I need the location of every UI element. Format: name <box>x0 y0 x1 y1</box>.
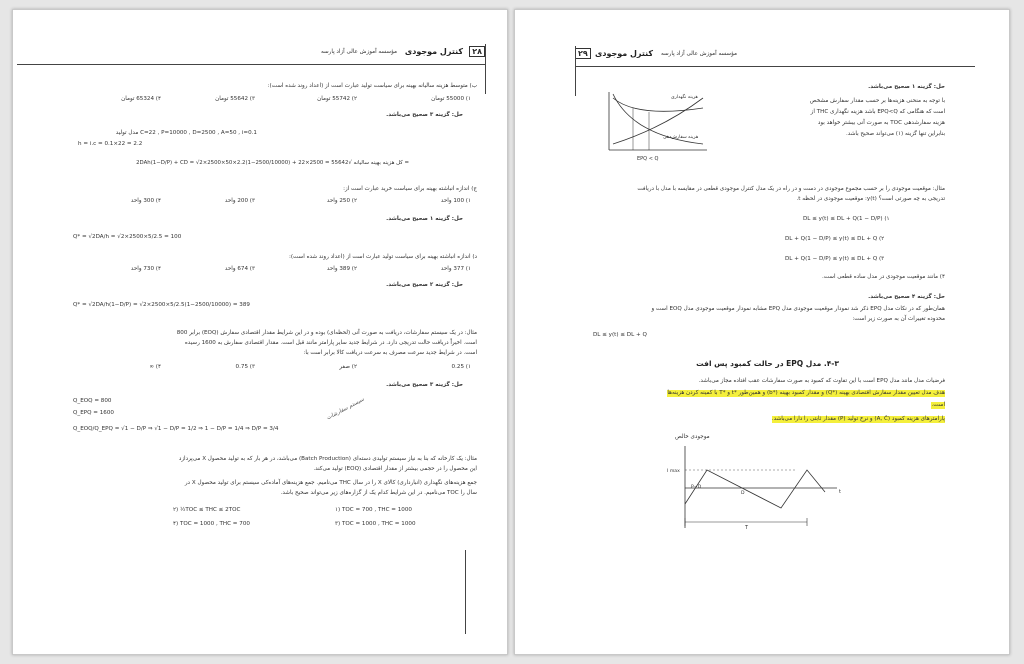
q3-text: د) اندازه انباشته بهینه برای سیاست تولید عبارت است از (اعداد روند شده است): <box>288 254 477 260</box>
section-intro: فرضیات مدل مانند مدل EPQ است با این تفاوت که کمبود به صورت سفارشات عقب افتاده مجاز می‌باشد. <box>698 378 945 384</box>
fig-axis-label: EPQ < Q <box>637 156 659 162</box>
q4-option-3: ۳) 0.75 <box>235 364 255 370</box>
bottom-margin-rule <box>465 550 466 634</box>
q5-option-3: ۳) TOC = 1000 , THC = 1000 <box>335 521 416 527</box>
q6-text-2: تدریجی به چه صورتی است؟ (t)y: موقعیت موجودی در لحظه t. <box>796 196 945 202</box>
header-rule <box>575 66 975 67</box>
section-goal-2: است. <box>931 402 945 408</box>
q4-option-4: ۴) ∞ <box>149 364 161 370</box>
q5-option-1: ۱) TOC = 700 , THC = 1000 <box>335 507 412 513</box>
q5-text-1: مثال: یک کارخانه که بنا به نیاز سیستم تولیدی دسته‌ای (Batch Production) می‌باشد، در هر بار که به تولید محصول X می‌پردازد <box>178 456 477 462</box>
q5-text-3: جمع هزینه‌های نگهداری (انبارداری) کالای X را در سال THC می‌نامیم. جمع هزینه‌های آماده‌کی سیستم برای تولید محصول X در <box>184 480 477 486</box>
sol1-answer: حل: گزینه ۱ صحیح می‌باشد. <box>868 84 945 90</box>
q6-answer: حل: گزینه ۴ صحیح می‌باشد. <box>868 294 945 300</box>
graph-imax: I max <box>667 469 680 474</box>
q3-formula: Q* = √2DA/h(1−D/P) = √2×2500×5/2.5(1−2500/10000) = 389 <box>73 302 250 308</box>
fig-label-order: هزینه سفارش‌دهی <box>663 135 699 140</box>
q3-option-4: ۴) 730 واحد <box>130 266 161 272</box>
q4-answer: حل: گزینه ۳ صحیح می‌باشد. <box>386 382 463 388</box>
right-page <box>514 9 1010 655</box>
q5-text-2: این محصول را در حجمی بیشتر از مقدار اقتصادی (EOQ) تولید می‌کند. <box>313 466 477 472</box>
graph-ylabel: موجودی خالص <box>675 434 710 440</box>
page-number: ۲۹ <box>575 48 591 59</box>
q4-text-2: است. اخیراً دریافت حالت تدریجی دارد. در شرایط جدید سایر پارامتر مانند قبل است. مقدار اقتصادی سفارش به 1600 رسیده <box>184 340 477 346</box>
q1-h: h = i.c = 0.1×22 = 2.2 <box>78 141 143 147</box>
q5-option-2: ۲) ½TOC ≤ THC ≤ 2TOC <box>173 507 241 513</box>
graph-T-label: T <box>745 525 749 531</box>
q6-option-4: ۴) مانند موقعیت موجودی در مدل ساده قطعی است. <box>822 274 945 280</box>
q1-formula: = کل هزینه بهینه سالیانه √2DAh(1−D/P) + CD = √2×2500×50×2.2(1−2500/10000) + 22×2500 = 55642 <box>136 160 409 166</box>
q1-given: C=22 , P=10000 , D=2500 , A=50 , i=0.1 مدل تولید <box>115 130 257 136</box>
q1-option-1: ۱) 55000 تومان <box>431 96 471 102</box>
q4-text-1: مثال: در یک سیستم سفارشات، دریافت به صورت آنی (لحظه‌ای) بوده و در این شرایط مقدار اقتصادی سفارش (EOQ) برابر 800 <box>176 330 477 336</box>
graph-p-minus-d: P−D <box>691 485 702 490</box>
handwritten-note: سیستم سفارشات <box>325 396 366 422</box>
left-page <box>12 9 508 655</box>
q6-range: DL ≤ y(t) ≤ DL + Q <box>593 332 647 338</box>
page-title: کنترل موجودی <box>404 47 463 56</box>
q6-option-2: DL + Q(1 − D/P) ≤ y(t) ≤ DL + Q (۲ <box>785 236 885 242</box>
q4-option-2: ۲) صفر <box>339 364 357 370</box>
section-goal-1: هدف مدل تعیین مقدار سفارش اقتصادی بهینه (*Q) و مقدار کمبود بهینه (*b) و همین‌طور *t و *T با کمینه کردن هزینه‌ها <box>667 390 945 396</box>
sol1-line-3: هزینه سفارشدهی TOC به صورت آنی بیشتر خواهد بود <box>817 120 945 126</box>
q4-q-eoq: Q_EOQ = 800 <box>73 398 112 404</box>
q6-option-1: DL ≤ y(t) ≤ DL + Q(1 − D/P) (۱ <box>803 216 890 222</box>
q2-option-2: ۲) 250 واحد <box>326 198 357 204</box>
q1-answer: حل: گزینه ۳ صحیح می‌باشد. <box>386 112 463 118</box>
q2-option-4: ۴) 300 واحد <box>130 198 161 204</box>
q1-text: ب) متوسط هزینه سالیانه بهینه برای سیاست تولید عبارت است از (اعداد روند شده است): <box>267 83 477 89</box>
q3-option-2: ۲) 389 واحد <box>326 266 357 272</box>
q6-explain-2: محدوده تغییرات آن به صورت زیر است: <box>852 316 945 322</box>
page-header <box>575 46 995 62</box>
q5-text-4: سال را TOC می‌نامیم. در این شرایط کدام یک از گزاره‌های زیر می‌تواند صحیح باشد. <box>280 490 477 496</box>
q4-formula: Q_EOQ/Q_EPQ = √1 − D/P ⇒ √1 − D/P = 1/2 ⇒ 1 − D/P = 1/4 ⇒ D/P = 3/4 <box>73 426 279 432</box>
sol1-line-1: با توجه به منحنی هزینه‌ها بر حسب مقدار سفارش مشخص <box>809 98 945 104</box>
section-params: پارامترهای هزینه کمبود (A, Ĉ) و نرخ تولید (P) مقدار ثابتی را دارا می‌باشد. <box>771 416 945 422</box>
q1-option-4: ۴) 65324 تومان <box>121 96 161 102</box>
q4-q-epq: Q_EPQ = 1600 <box>73 410 114 416</box>
q6-explain-1: همان‌طور که در نکات مدل EPQ ذکر شد نمودار موقعیت موجودی مدل EPQ مشابه نمودار موقعیت موجودی مدل EOQ است و <box>651 306 945 312</box>
page-title: کنترل موجودی <box>595 49 654 58</box>
q5-option-4: ۴) TOC = 1000 , THC = 700 <box>173 521 250 527</box>
header-rule <box>17 64 485 65</box>
page-header <box>17 44 485 60</box>
graph-t-label: t <box>839 489 841 495</box>
q3-option-1: ۱) 377 واحد <box>440 266 471 272</box>
q1-option-3: ۳) 55642 تومان <box>215 96 255 102</box>
q2-answer: حل: گزینه ۱ صحیح می‌باشد. <box>386 216 463 222</box>
institute-name: مؤسسه آموزش عالی آزاد پارسه <box>320 49 397 55</box>
q2-option-3: ۳) 200 واحد <box>224 198 255 204</box>
q6-text-1: مثال: موقعیت موجودی را بر حسب مجموع موجودی در دست و در راه در یک مدل کنترل موجودی قطعی در مقایسه با مدل با دریافت <box>637 186 945 192</box>
q2-option-1: ۱) 100 واحد <box>440 198 471 204</box>
sol1-line-2: است که هنگامی که EPQ<Q باشد هزینه نگهداری THC از <box>810 109 945 115</box>
q1-option-2: ۲) 55742 تومان <box>317 96 357 102</box>
q3-option-3: ۳) 674 واحد <box>224 266 255 272</box>
section-title: ۴-۳. مدل EPQ در حالت کمبود پس افت <box>696 359 839 368</box>
q4-option-1: ۱) 0.25 <box>451 364 471 370</box>
sol1-line-4: بنابراین تنها گزینه (۱) می‌تواند صحیح باشد. <box>845 131 945 137</box>
q2-text: ج) اندازه انباشته بهینه برای سیاست خرید عبارت است از: <box>343 186 477 192</box>
q6-option-3: DL + Q(1 − D/P) ≤ y(t) ≤ DL + Q (۳ <box>785 256 885 262</box>
fig-label-hold: هزینه نگهداری <box>671 95 698 100</box>
graph-d: D <box>741 491 745 496</box>
institute-name: مؤسسه آموزش عالی آزاد پارسه <box>661 51 738 57</box>
q2-formula: Q* = √2DA/h = √2×2500×5/2.5 = 100 <box>73 234 182 240</box>
page-number: ۲۸ <box>469 46 485 57</box>
margin-rule <box>575 46 576 96</box>
q3-answer: حل: گزینه ۲ صحیح می‌باشد. <box>386 282 463 288</box>
q4-text-3: است. در شرایط جدید سرعت مصرف به سرعت دریافت کالا برابر است با: <box>303 350 477 356</box>
margin-rule <box>485 44 486 94</box>
graph-inventory-line <box>685 470 825 508</box>
